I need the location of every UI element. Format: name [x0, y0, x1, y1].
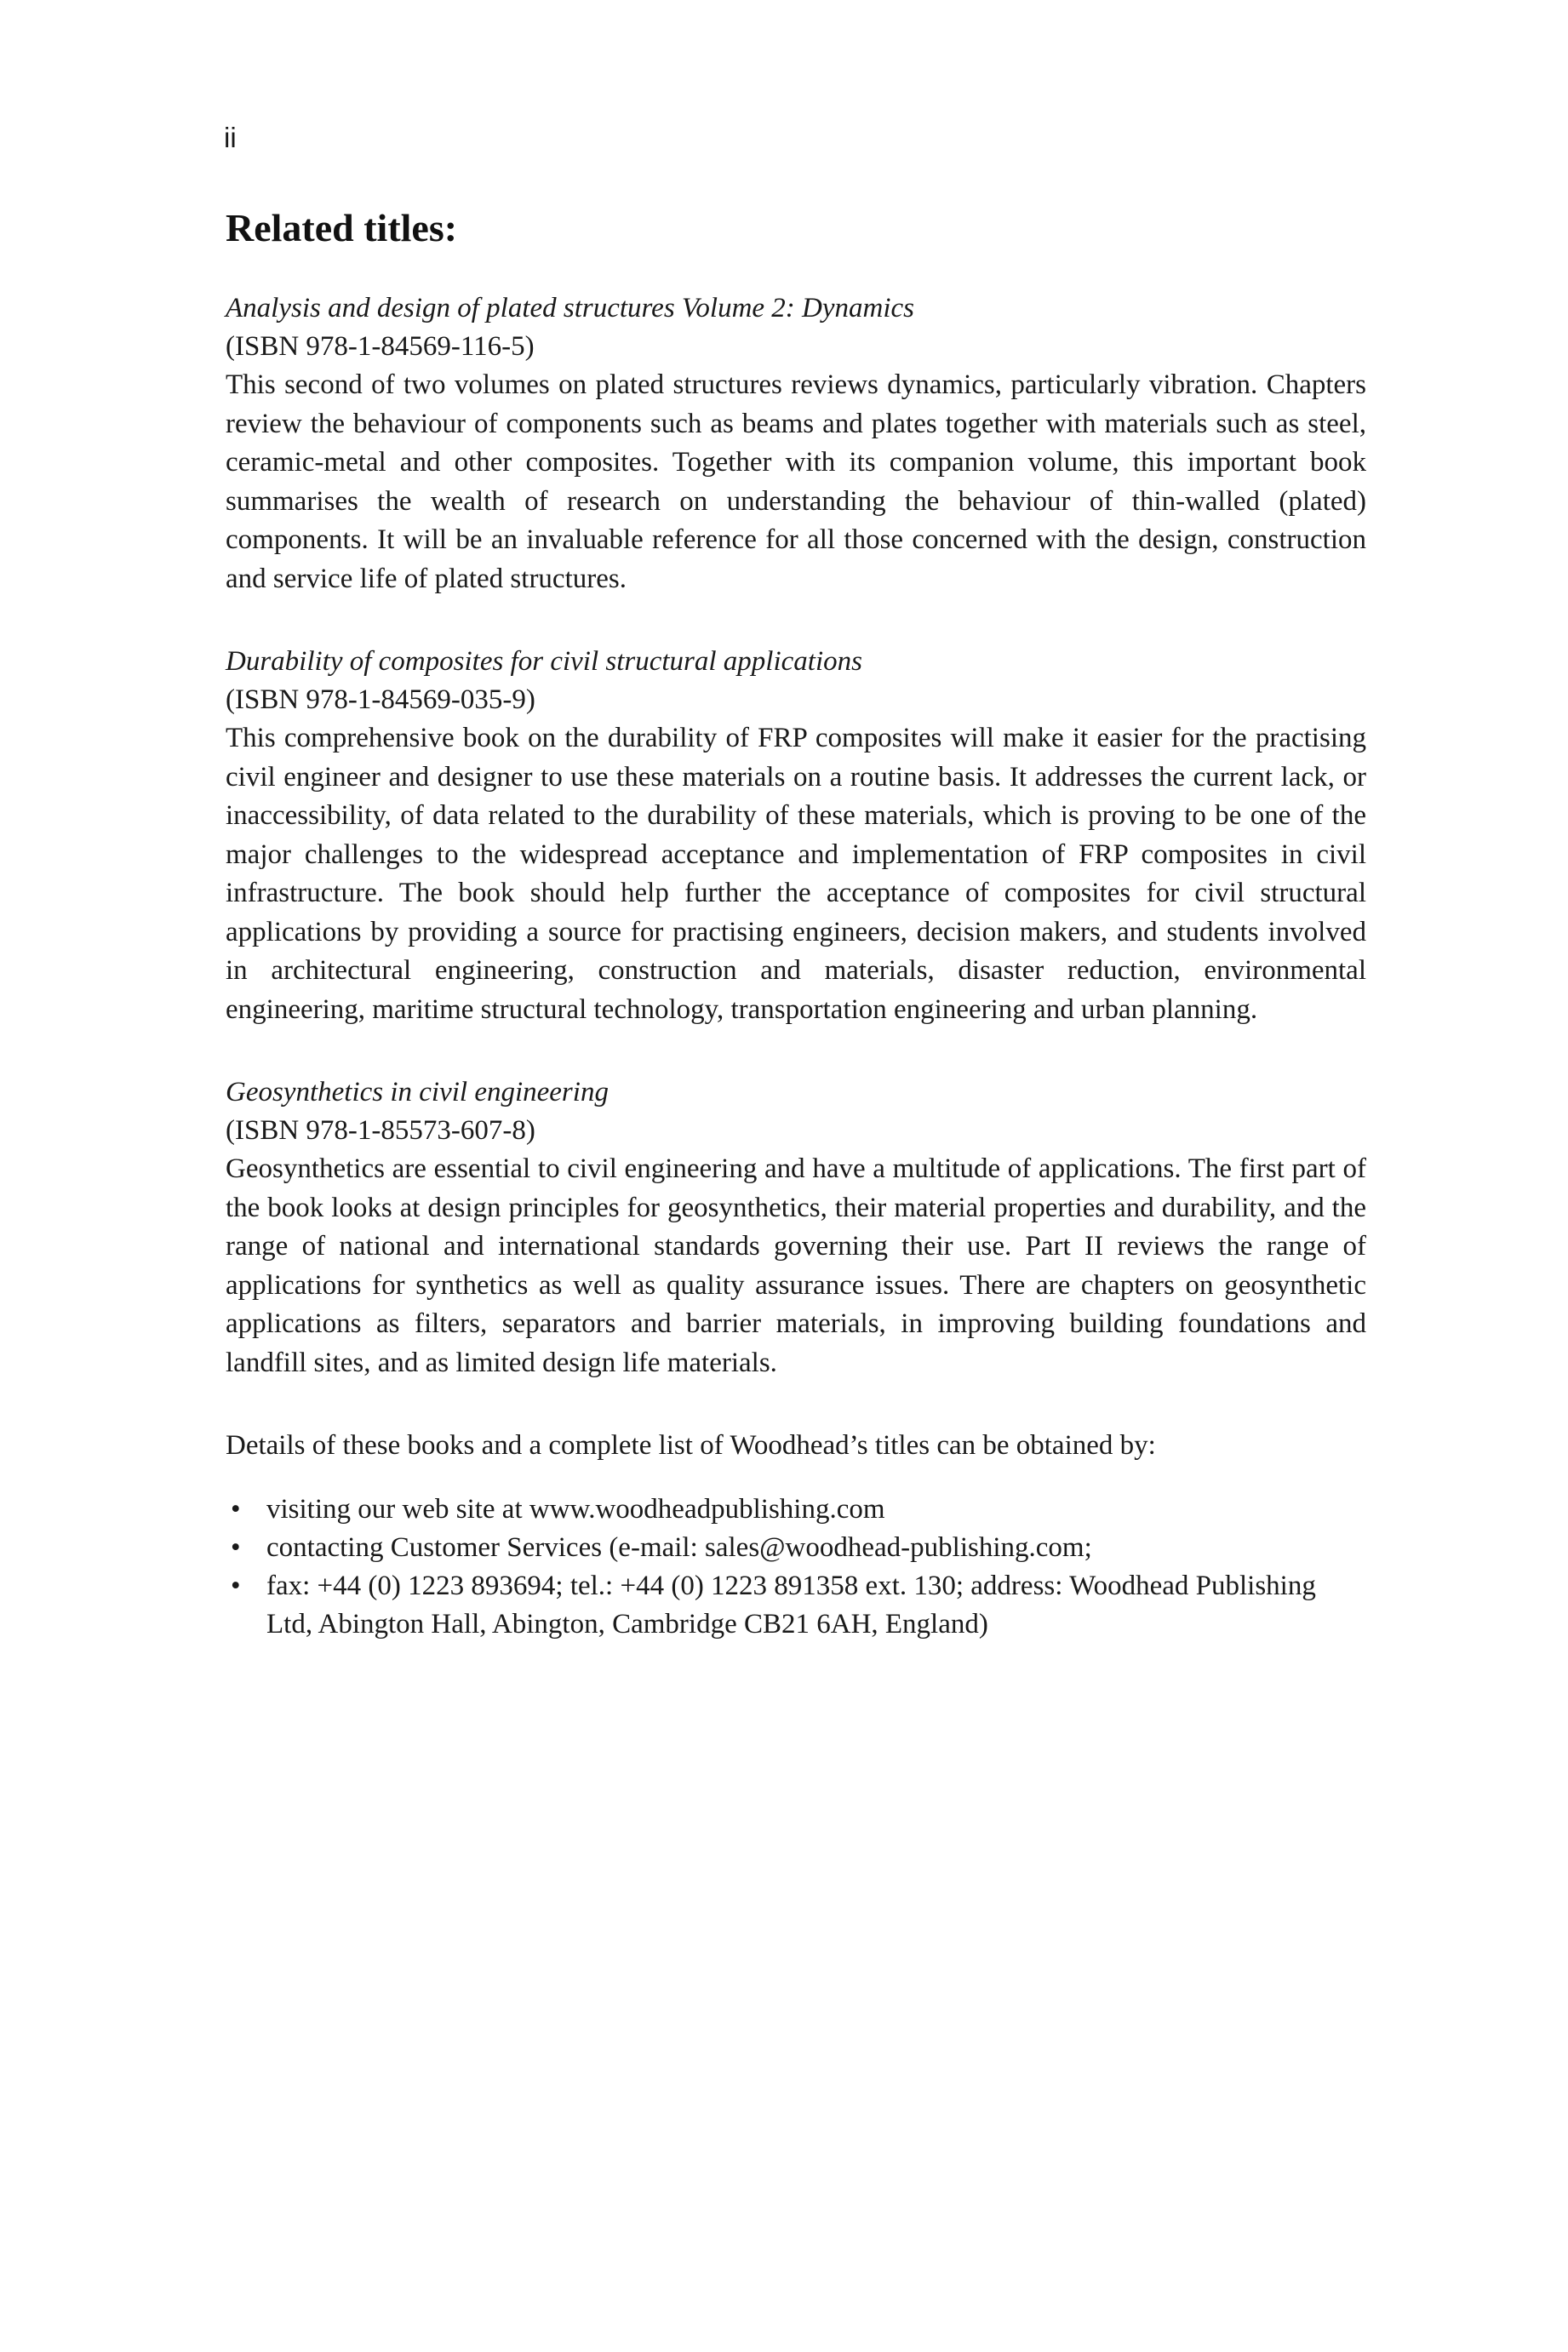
book-description: This comprehensive book on the durability of FRP composites will make it easier for the practising civil engineer and designer to use these materials on a routine basis. It addresses the current lack, or inaccessibility, of data related to the durability of these materials, which is proving to be one of the major challenges to the widespread acceptance and implementation of FRP composites in civil infrastructure. The book should help further the acceptance of composites for civil structural applications by providing a source for practising engineers, decision makers, and students involved in architectural engineering, construction and materials, disaster reduction, environmental engineering, maritime structural technology, transportation engineering and urban planning.: [226, 723, 1366, 1025]
contact-item-text: visiting our web site at www.woodheadpublishing.com: [266, 1494, 885, 1525]
page-number: ii: [224, 122, 237, 153]
contact-item-text: contacting Customer Services (e-mail: sales@woodhead-publishing.com;: [266, 1532, 1092, 1563]
details-intro: Details of these books and a complete list of Woodhead’s titles can be obtained by:: [226, 1430, 1156, 1461]
book-isbn: (ISBN 978-1-85573-607-8): [226, 1115, 535, 1146]
contact-item-text: fax: +44 (0) 1223 893694; tel.: +44 (0) 1223 891358 ext. 130; address: Woodhead Publishing Ltd, Abington Hall, Abington, Cambridge CB21 6AH, England): [266, 1571, 1316, 1640]
book-title: Geosynthetics in civil engineering: [226, 1077, 609, 1107]
book-title: Analysis and design of plated structures Volume 2: Dynamics: [226, 293, 915, 323]
bullet-icon: •: [231, 1532, 241, 1563]
bullet-icon: •: [231, 1571, 241, 1601]
book-entry-plated-structures: [226, 289, 1366, 598]
contact-list: [226, 1491, 1366, 1644]
book-description: This second of two volumes on plated structures reviews dynamics, particularly vibration. Chapters review the behaviour of components such as beams and plates together with materials such as steel, ceramic-metal and other composites. Together with its companion volume, this important book summarises the wealth of research on understanding the behaviour of thin-walled (plated) components. It will be an invaluable reference for all those concerned with the design, construction and service life of plated structures.: [226, 369, 1366, 594]
section-heading: Related titles:: [226, 206, 458, 249]
book-title: Durability of composites for civil structural applications: [226, 646, 862, 677]
bullet-icon: •: [231, 1494, 241, 1525]
book-entry-durability-composites: [226, 643, 1366, 1029]
contact-item-customer-services: [226, 1529, 1366, 1567]
contact-item-fax-tel-address: [226, 1567, 1366, 1644]
book-description: Geosynthetics are essential to civil engineering and have a multitude of applications. The first part of the book looks at design principles for geosynthetics, their material properties and durability, and the range of national and international standards governing their use. Part II reviews the range of applications for synthetics as well as quality assurance issues. There are chapters on geosynthetic applications as filters, separators and barrier materials, in improving building foundations and landfill sites, and as limited design life materials.: [226, 1153, 1366, 1378]
contact-item-website: [226, 1491, 1366, 1529]
book-isbn: (ISBN 978-1-84569-035-9): [226, 684, 535, 715]
book-isbn: (ISBN 978-1-84569-116-5): [226, 331, 535, 362]
page-content: [226, 204, 1366, 1644]
book-entry-geosynthetics: [226, 1073, 1366, 1382]
